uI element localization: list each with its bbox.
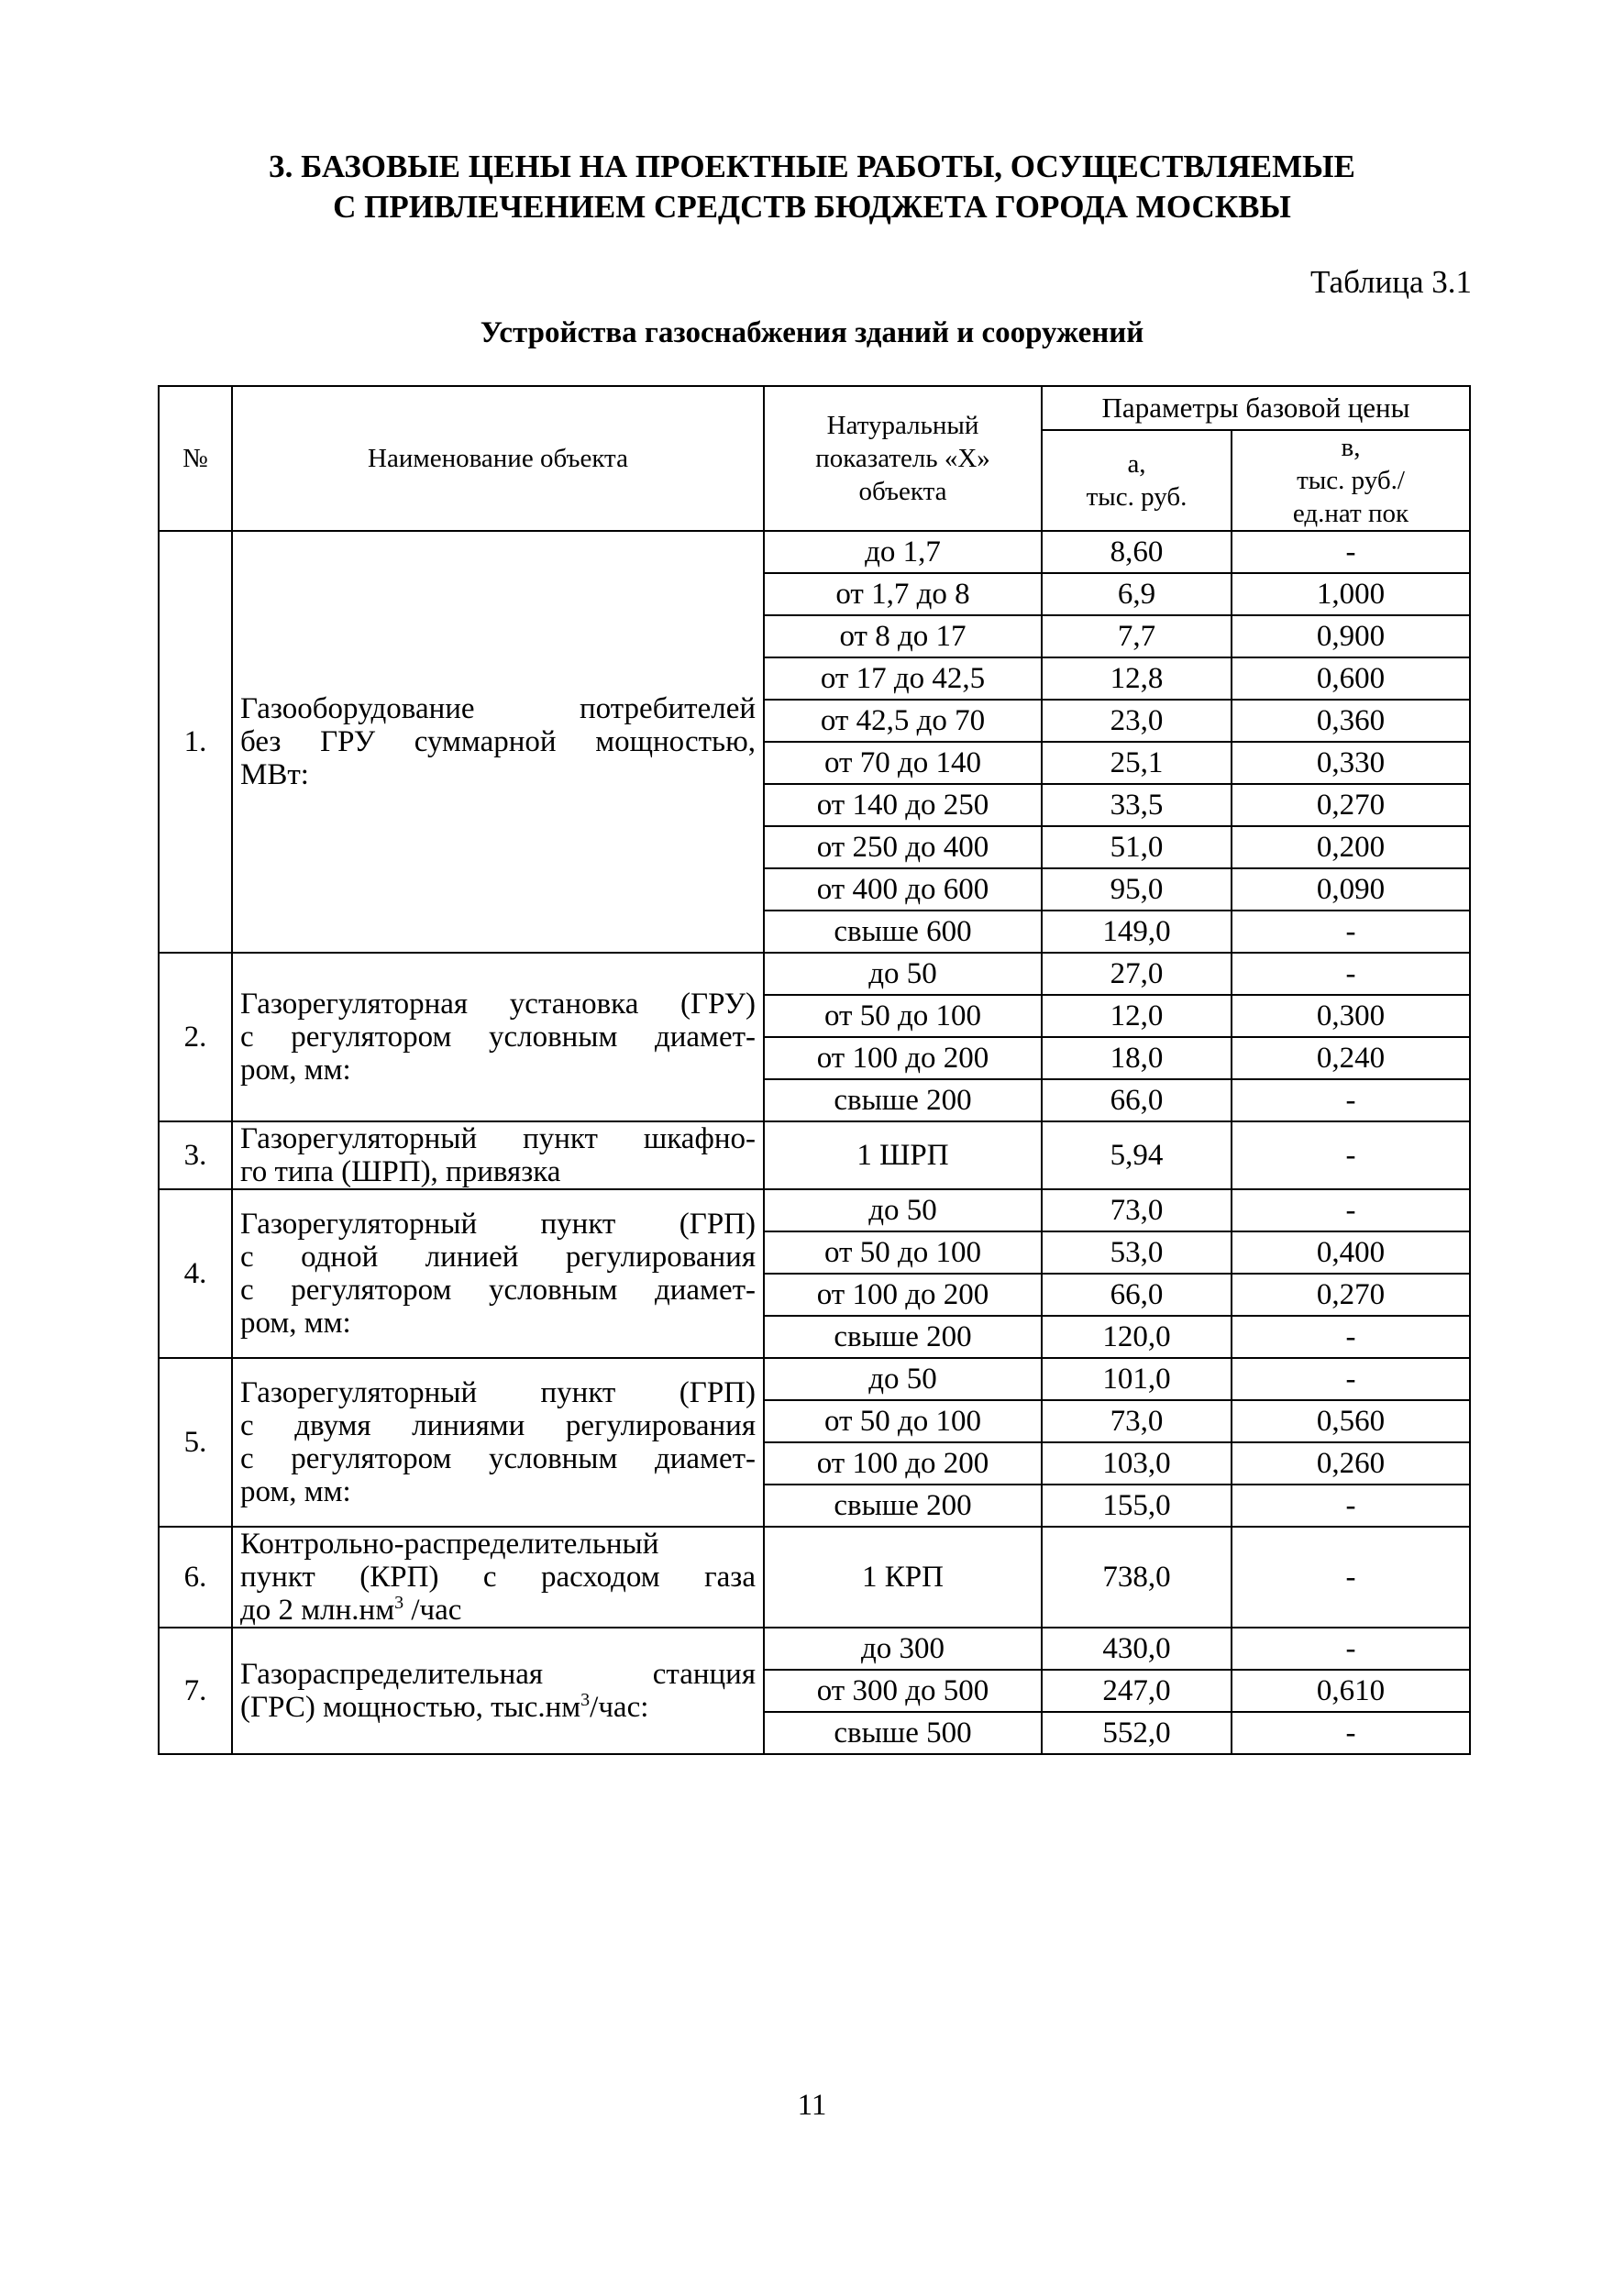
price-b-cell: 0,090	[1232, 868, 1470, 911]
price-b-cell: -	[1232, 1527, 1470, 1628]
indicator-cell: от 300 до 500	[764, 1670, 1042, 1712]
price-b-cell: 0,200	[1232, 826, 1470, 868]
item-name-line: Газорегуляторный пункт шкафно-	[240, 1122, 756, 1155]
item-number: 5.	[159, 1358, 232, 1527]
price-a-cell: 5,94	[1042, 1121, 1232, 1189]
indicator-cell: свыше 500	[764, 1712, 1042, 1754]
price-b-cell: 0,270	[1232, 1274, 1470, 1316]
table-row	[159, 953, 1470, 995]
indicator-cell: от 400 до 600	[764, 868, 1042, 911]
indicator-cell: от 100 до 200	[764, 1274, 1042, 1316]
indicator-cell: свыше 200	[764, 1485, 1042, 1527]
indicator-cell: от 50 до 100	[764, 1400, 1042, 1442]
table-row	[159, 1121, 1470, 1189]
item-name-line: Газорегуляторный пункт (ГРП)	[240, 1208, 756, 1241]
table-row	[159, 1189, 1470, 1231]
indicator-cell: свыше 200	[764, 1316, 1042, 1358]
heading-line-2: С ПРИВЛЕЧЕНИЕМ СРЕДСТВ БЮДЖЕТА ГОРОДА МОСКВЫ	[333, 189, 1291, 225]
item-name-line: Газораспределительная станция	[240, 1658, 756, 1691]
item-name-line: с регулятором условным диамет-	[240, 1274, 756, 1307]
price-a-cell: 27,0	[1042, 953, 1232, 995]
price-a-cell: 101,0	[1042, 1358, 1232, 1400]
item-name	[232, 1628, 764, 1754]
indicator-cell: от 250 до 400	[764, 826, 1042, 868]
price-b-cell: -	[1232, 1316, 1470, 1358]
indicator-cell: до 50	[764, 1189, 1042, 1231]
price-b-cell: 0,900	[1232, 615, 1470, 657]
price-a-cell: 738,0	[1042, 1527, 1232, 1628]
item-name-text: /час	[403, 1594, 462, 1627]
header-b-line-2: тыс. руб./	[1297, 466, 1405, 495]
price-b-cell: -	[1232, 531, 1470, 573]
item-name-line: ром, мм:	[240, 1054, 351, 1087]
table-row	[159, 1628, 1470, 1670]
item-name-line: пункт (КРП) с расходом газа	[240, 1561, 756, 1594]
section-heading	[0, 147, 1624, 227]
price-b-cell: 1,000	[1232, 573, 1470, 615]
item-name-line	[240, 1594, 756, 1627]
price-b-cell: 0,610	[1232, 1670, 1470, 1712]
table-row	[159, 531, 1470, 573]
heading-line-1: 3. БАЗОВЫЕ ЦЕНЫ НА ПРОЕКТНЫЕ РАБОТЫ, ОСУЩЕСТВЛЯЕМЫЕ	[269, 149, 1355, 184]
indicator-cell: от 100 до 200	[764, 1442, 1042, 1485]
superscript: 3	[394, 1593, 404, 1613]
indicator-cell: от 50 до 100	[764, 1231, 1042, 1274]
item-name-text: до 2 млн.нм	[240, 1594, 395, 1627]
header-name: Наименование объекта	[232, 386, 764, 531]
price-b-cell: -	[1232, 911, 1470, 953]
indicator-cell: от 70 до 140	[764, 742, 1042, 784]
indicator-cell: свыше 200	[764, 1079, 1042, 1121]
price-table	[158, 385, 1471, 1755]
price-a-cell: 66,0	[1042, 1274, 1232, 1316]
price-a-cell: 552,0	[1042, 1712, 1232, 1754]
price-b-cell: 0,360	[1232, 700, 1470, 742]
item-name-line	[240, 1691, 756, 1724]
item-number: 4.	[159, 1189, 232, 1358]
price-a-cell: 66,0	[1042, 1079, 1232, 1121]
price-a-cell: 25,1	[1042, 742, 1232, 784]
price-b-cell: 0,300	[1232, 995, 1470, 1037]
price-a-cell: 120,0	[1042, 1316, 1232, 1358]
price-a-cell: 247,0	[1042, 1670, 1232, 1712]
header-a	[1042, 430, 1232, 531]
indicator-cell: от 17 до 42,5	[764, 657, 1042, 700]
item-name-line: с двумя линиями регулирования	[240, 1409, 756, 1442]
price-a-cell: 155,0	[1042, 1485, 1232, 1527]
price-b-cell: -	[1232, 1079, 1470, 1121]
superscript: 3	[580, 1690, 591, 1710]
item-name	[232, 1189, 764, 1358]
item-name-line: ром, мм:	[240, 1475, 351, 1508]
price-b-cell: 0,260	[1232, 1442, 1470, 1485]
indicator-cell: 1 ШРП	[764, 1121, 1042, 1189]
header-a-line-1: а,	[1127, 449, 1146, 479]
item-name-line: Газорегуляторная установка (ГРУ)	[240, 988, 756, 1021]
item-number: 1.	[159, 531, 232, 953]
item-name-line: Контрольно-распределительный	[240, 1528, 659, 1561]
indicator-cell: до 50	[764, 953, 1042, 995]
price-a-cell: 12,0	[1042, 995, 1232, 1037]
item-number: 7.	[159, 1628, 232, 1754]
item-name-line: Газооборудование потребителей	[240, 692, 756, 725]
header-a-line-2: тыс. руб.	[1086, 482, 1188, 512]
header-b	[1232, 430, 1470, 531]
price-a-cell: 149,0	[1042, 911, 1232, 953]
item-name	[232, 1527, 764, 1628]
price-b-cell: -	[1232, 1189, 1470, 1231]
price-b-cell: 0,240	[1232, 1037, 1470, 1079]
price-a-cell: 8,60	[1042, 531, 1232, 573]
table-body	[159, 531, 1470, 1754]
price-a-cell: 6,9	[1042, 573, 1232, 615]
item-name	[232, 1121, 764, 1189]
item-name-line: Газорегуляторный пункт (ГРП)	[240, 1376, 756, 1409]
indicator-cell: от 1,7 до 8	[764, 573, 1042, 615]
indicator-cell: от 100 до 200	[764, 1037, 1042, 1079]
indicator-cell: от 50 до 100	[764, 995, 1042, 1037]
indicator-cell: от 140 до 250	[764, 784, 1042, 826]
price-a-cell: 33,5	[1042, 784, 1232, 826]
item-name	[232, 953, 764, 1121]
table-row	[159, 1527, 1470, 1628]
indicator-cell: от 8 до 17	[764, 615, 1042, 657]
item-name-text: (ГРС) мощностью, тыс.нм	[240, 1691, 581, 1724]
header-no: №	[159, 386, 232, 531]
price-b-cell: -	[1232, 1628, 1470, 1670]
header-indicator: Натуральный показатель «Х» объекта	[764, 386, 1042, 531]
price-b-cell: -	[1232, 953, 1470, 995]
price-a-cell: 430,0	[1042, 1628, 1232, 1670]
price-b-cell: 0,600	[1232, 657, 1470, 700]
indicator-cell: до 1,7	[764, 531, 1042, 573]
price-a-cell: 12,8	[1042, 657, 1232, 700]
price-a-cell: 73,0	[1042, 1400, 1232, 1442]
price-b-cell: 0,400	[1232, 1231, 1470, 1274]
indicator-cell: до 50	[764, 1358, 1042, 1400]
price-a-cell: 18,0	[1042, 1037, 1232, 1079]
price-a-cell: 23,0	[1042, 700, 1232, 742]
price-b-cell: 0,560	[1232, 1400, 1470, 1442]
price-b-cell: 0,330	[1232, 742, 1470, 784]
item-name-text: /час:	[590, 1691, 649, 1724]
item-number: 2.	[159, 953, 232, 1121]
price-a-cell: 73,0	[1042, 1189, 1232, 1231]
item-name-line: без ГРУ суммарной мощностью,	[240, 725, 756, 758]
indicator-cell: до 300	[764, 1628, 1042, 1670]
header-b-line-3: ед.нат пок	[1292, 499, 1409, 528]
price-a-cell: 51,0	[1042, 826, 1232, 868]
indicator-cell: свыше 600	[764, 911, 1042, 953]
table-subtitle: Устройства газоснабжения зданий и сооружений	[480, 316, 1144, 349]
header-b-line-1: в,	[1341, 433, 1361, 462]
price-a-cell: 103,0	[1042, 1442, 1232, 1485]
price-b-cell: -	[1232, 1121, 1470, 1189]
price-b-cell: -	[1232, 1358, 1470, 1400]
header-params: Параметры базовой цены	[1042, 386, 1470, 430]
item-name	[232, 1358, 764, 1527]
item-name	[232, 531, 764, 953]
item-name-line: МВт:	[240, 758, 309, 791]
table-label: Таблица 3.1	[1310, 264, 1472, 300]
item-name-line: с регулятором условным диамет-	[240, 1021, 756, 1054]
indicator-cell: 1 КРП	[764, 1527, 1042, 1628]
price-b-cell: 0,270	[1232, 784, 1470, 826]
price-a-cell: 7,7	[1042, 615, 1232, 657]
price-a-cell: 95,0	[1042, 868, 1232, 911]
item-name-line: с одной линией регулирования	[240, 1241, 756, 1274]
item-name-line: ром, мм:	[240, 1307, 351, 1340]
indicator-cell: от 42,5 до 70	[764, 700, 1042, 742]
item-number: 3.	[159, 1121, 232, 1189]
item-name-line: го типа (ШРП), привязка	[240, 1155, 561, 1188]
page-number: 11	[797, 2089, 827, 2122]
price-b-cell: -	[1232, 1712, 1470, 1754]
price-b-cell: -	[1232, 1485, 1470, 1527]
price-a-cell: 53,0	[1042, 1231, 1232, 1274]
item-number: 6.	[159, 1527, 232, 1628]
item-name-line: с регулятором условным диамет-	[240, 1442, 756, 1475]
table-row	[159, 1358, 1470, 1400]
